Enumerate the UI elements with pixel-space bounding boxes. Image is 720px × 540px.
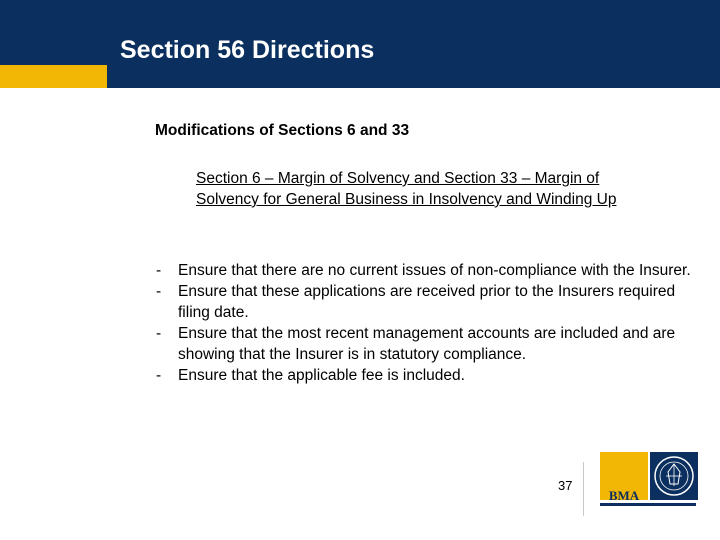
section-description — [196, 168, 696, 210]
footer-divider — [583, 462, 584, 516]
list-item-text: Ensure that these applications are received prior to the Insurers required filing date. — [178, 283, 676, 321]
list-item-text: Ensure that the most recent management accounts are included and are showing that the Insurer is in statutory compliance. — [178, 325, 676, 363]
logo-wordmark: BMA — [608, 488, 640, 503]
header-accent-bar — [0, 65, 107, 88]
dash-marker: - — [156, 325, 162, 342]
list-item — [156, 260, 696, 281]
dash-marker: - — [156, 283, 162, 300]
dash-marker: - — [156, 367, 162, 384]
logo-caption-strip — [600, 503, 696, 506]
section-description-line-2: Solvency for General Business in Insolvency and Winding Up — [196, 191, 617, 208]
list-item — [156, 281, 696, 323]
list-item-text: Ensure that the applicable fee is included. — [178, 367, 465, 384]
section-description-line-1: Section 6 – Margin of Solvency and Section 33 – Margin of — [196, 170, 600, 187]
slide-header — [0, 0, 720, 88]
page-number: 37 — [558, 478, 573, 493]
list-item-text: Ensure that there are no current issues of non-compliance with the Insurer. — [178, 262, 691, 279]
dash-marker: - — [156, 262, 162, 279]
section-subtitle: Modifications of Sections 6 and 33 — [155, 122, 410, 139]
bma-logo — [600, 452, 696, 510]
list-item — [156, 365, 696, 386]
requirements-list — [156, 260, 696, 386]
list-item — [156, 323, 696, 365]
slide-title: Section 56 Directions — [120, 36, 375, 64]
logo-seal-icon — [650, 452, 698, 500]
